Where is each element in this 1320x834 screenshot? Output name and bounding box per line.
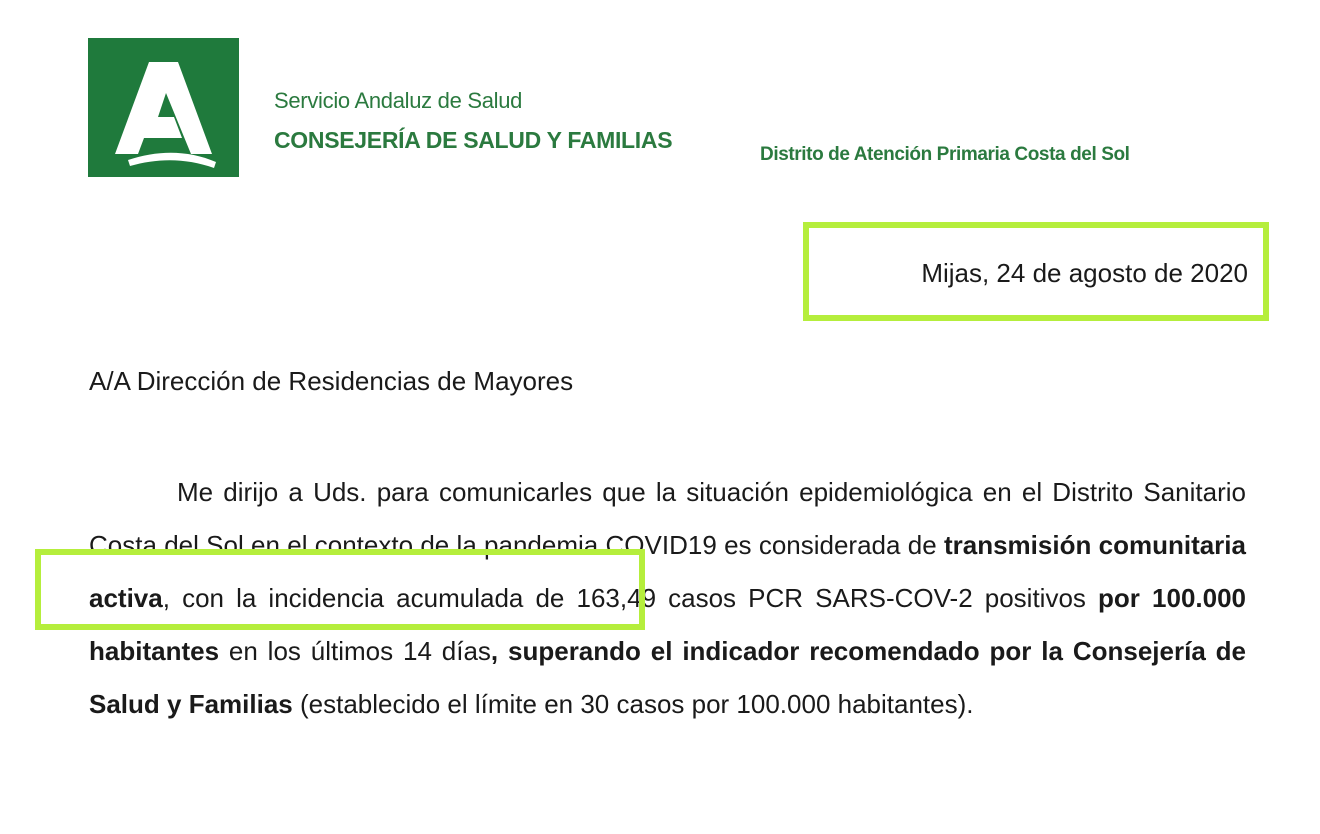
paragraph-segment: Me dirijo a Uds. para comunicarles que la situación epidemiológica en el Distrito Sanitario Costa del Sol en el contexto de la pandemia COVID19 es considerada de (89, 477, 1246, 560)
org-department-name: CONSEJERÍA DE SALUD Y FAMILIAS (274, 127, 673, 153)
letter-date: Mijas, 24 de agosto de 2020 (921, 258, 1248, 288)
logo-a-icon (88, 38, 239, 177)
junta-de-andalucia-logo (88, 38, 239, 177)
letter-recipient: A/A Dirección de Residencias de Mayores (89, 366, 574, 396)
date-highlight-box (803, 222, 1269, 321)
paragraph-segment-bold: transmisión comunitaria activa (89, 530, 1246, 613)
paragraph-segment: (establecido el límite en 30 casos por 100.000 habitantes). (292, 689, 974, 719)
paragraph-segment-bold: , superando el indicador recomendado por la Consejería de Salud y Familias (89, 636, 1246, 719)
district-name: Distrito de Atención Primaria Costa del Sol (760, 144, 1130, 165)
org-service-name: Servicio Andaluz de Salud (274, 88, 523, 113)
paragraph-segment: , con la incidencia acumulada de 163,49 casos PCR SARS-COV-2 positivos (162, 583, 1099, 613)
transmission-highlight-box (35, 549, 645, 630)
paragraph-segment: en los últimos 14 días (219, 636, 491, 666)
paragraph-segment-bold: por 100.000 habitantes (89, 583, 1247, 666)
